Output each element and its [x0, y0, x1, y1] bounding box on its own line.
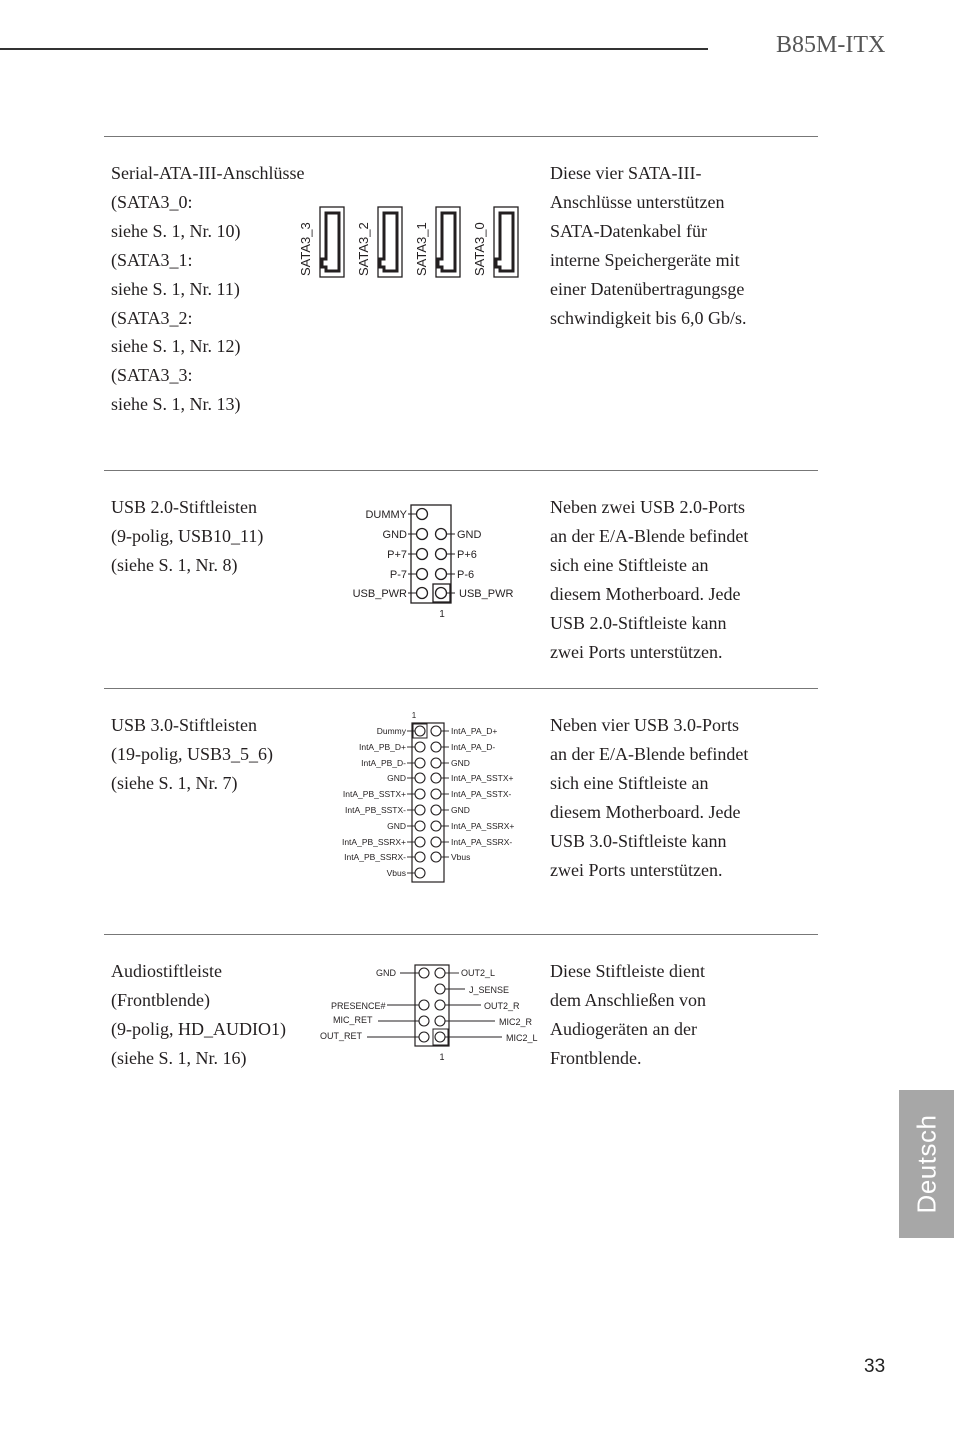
pin-label: GND	[382, 529, 407, 541]
usb3-description-left: USB 3.0-Stiftleisten (19-polig, USB3_5_6) (siehe S. 1, Nr. 7)	[111, 715, 273, 793]
pin-label: IntA_PA_D-	[451, 742, 496, 752]
pin-label: GND	[387, 821, 406, 831]
sata-label: SATA3_3	[298, 222, 313, 276]
pin-label: IntA_PB_SSTX-	[345, 805, 406, 815]
language-tab: Deutsch	[899, 1090, 954, 1238]
pin-label: IntA_PA_D+	[451, 726, 498, 736]
pin-label: IntA_PA_SSTX-	[451, 789, 512, 799]
pin-label: USB_PWR	[459, 588, 514, 600]
audio-header-diagram	[315, 960, 545, 1065]
pin-label: GND	[451, 758, 470, 768]
usb3-header-diagram	[325, 706, 535, 886]
pin-label: OUT_RET	[320, 1031, 363, 1041]
pin-label: IntA_PB_SSRX+	[341, 837, 406, 847]
audio-description-left: Audiostiftleiste (Frontblende) (9-polig, HD_AUDIO1) (siehe S. 1, Nr. 16)	[111, 961, 286, 1068]
pin-label: OUT2_R	[484, 1001, 520, 1011]
pin1-marker: 1	[411, 711, 417, 720]
pin-label: PRESENCE#	[331, 1001, 386, 1011]
header-rule	[0, 48, 708, 50]
sata-label: SATA3_2	[356, 222, 371, 276]
pin-label: GND	[376, 968, 396, 978]
pin-label: Dummy	[376, 726, 406, 736]
sata-connector	[356, 207, 402, 277]
pin-label: IntA_PB_SSTX+	[342, 789, 406, 799]
page-number: 33	[864, 1356, 886, 1377]
section-divider	[104, 470, 818, 471]
pin-label: MIC2_L	[506, 1033, 538, 1043]
sata-connector	[298, 207, 344, 277]
sata-connectors-diagram	[290, 200, 530, 290]
pin-label: IntA_PB_SSRX-	[344, 852, 406, 862]
pin-label: MIC_RET	[333, 1015, 373, 1025]
pin-label: J_SENSE	[469, 985, 510, 995]
sata-label: SATA3_0	[472, 222, 487, 276]
pin-label: GND	[457, 529, 482, 541]
pin-label: IntA_PB_D-	[361, 758, 406, 768]
section-divider	[104, 136, 818, 137]
pin-label: MIC2_R	[499, 1017, 533, 1027]
pin-label: IntA_PA_SSRX-	[451, 837, 513, 847]
sata-connector	[414, 207, 460, 277]
section-divider	[104, 934, 818, 935]
model-title: B85M-ITX	[776, 32, 886, 58]
pin-label: DUMMY	[365, 509, 407, 521]
pin-label: Vbus	[386, 868, 406, 878]
pin-label: USB_PWR	[352, 588, 407, 600]
pin-label: P-7	[389, 569, 407, 581]
pin-label: Vbus	[451, 852, 471, 862]
usb2-header-diagram	[340, 500, 540, 625]
usb2-description-left: USB 2.0-Stiftleisten (9-polig, USB10_11) (siehe S. 1, Nr. 8)	[111, 497, 264, 575]
pin-label: IntA_PB_D+	[358, 742, 406, 752]
sata-description-left: Serial-ATA-III-Anschlüsse (SATA3_0: siehe S. 1, Nr. 10) (SATA3_1: siehe S. 1, Nr. 11) (SATA3_2: siehe S. 1, Nr. 12) (SATA3_3: siehe S. 1, Nr. 13)	[111, 163, 305, 415]
pin-label: OUT2_L	[461, 968, 496, 978]
sata-label: SATA3_1	[414, 222, 429, 276]
usb3-description-right: Neben vier USB 3.0-Ports an der E/A-Blende befindet sich eine Stiftleiste an diesem Motherboard. Jede USB 3.0-Stiftleiste kann zwei Ports unterstützen.	[550, 715, 749, 880]
usb2-description-right: Neben zwei USB 2.0-Ports an der E/A-Blende befindet sich eine Stiftleiste an diesem Motherboard. Jede USB 2.0-Stiftleiste kann zwei Ports unterstützen.	[550, 497, 749, 662]
pin-label: GND	[387, 773, 406, 783]
pin-label: IntA_PA_SSTX+	[451, 773, 514, 783]
pin-label: GND	[451, 805, 470, 815]
pin-label: P-6	[457, 569, 475, 581]
sata-connector	[472, 207, 518, 277]
pin1-marker: 1	[439, 609, 445, 620]
audio-description-right: Diese Stiftleiste dient dem Anschließen von Audiogeräten an der Frontblende.	[550, 961, 706, 1068]
section-divider	[104, 688, 818, 689]
sata-description-right: Diese vier SATA-III- Anschlüsse unterstützen SATA-Datenkabel für interne Speichergeräte mit einer Datenübertragungsge schwindigkeit bis 6,0 Gb/s.	[550, 163, 747, 328]
pin-label: IntA_PA_SSRX+	[451, 821, 515, 831]
pin1-marker: 1	[439, 1052, 445, 1062]
pin-label: P+6	[457, 549, 477, 561]
pin-label: P+7	[387, 549, 407, 561]
